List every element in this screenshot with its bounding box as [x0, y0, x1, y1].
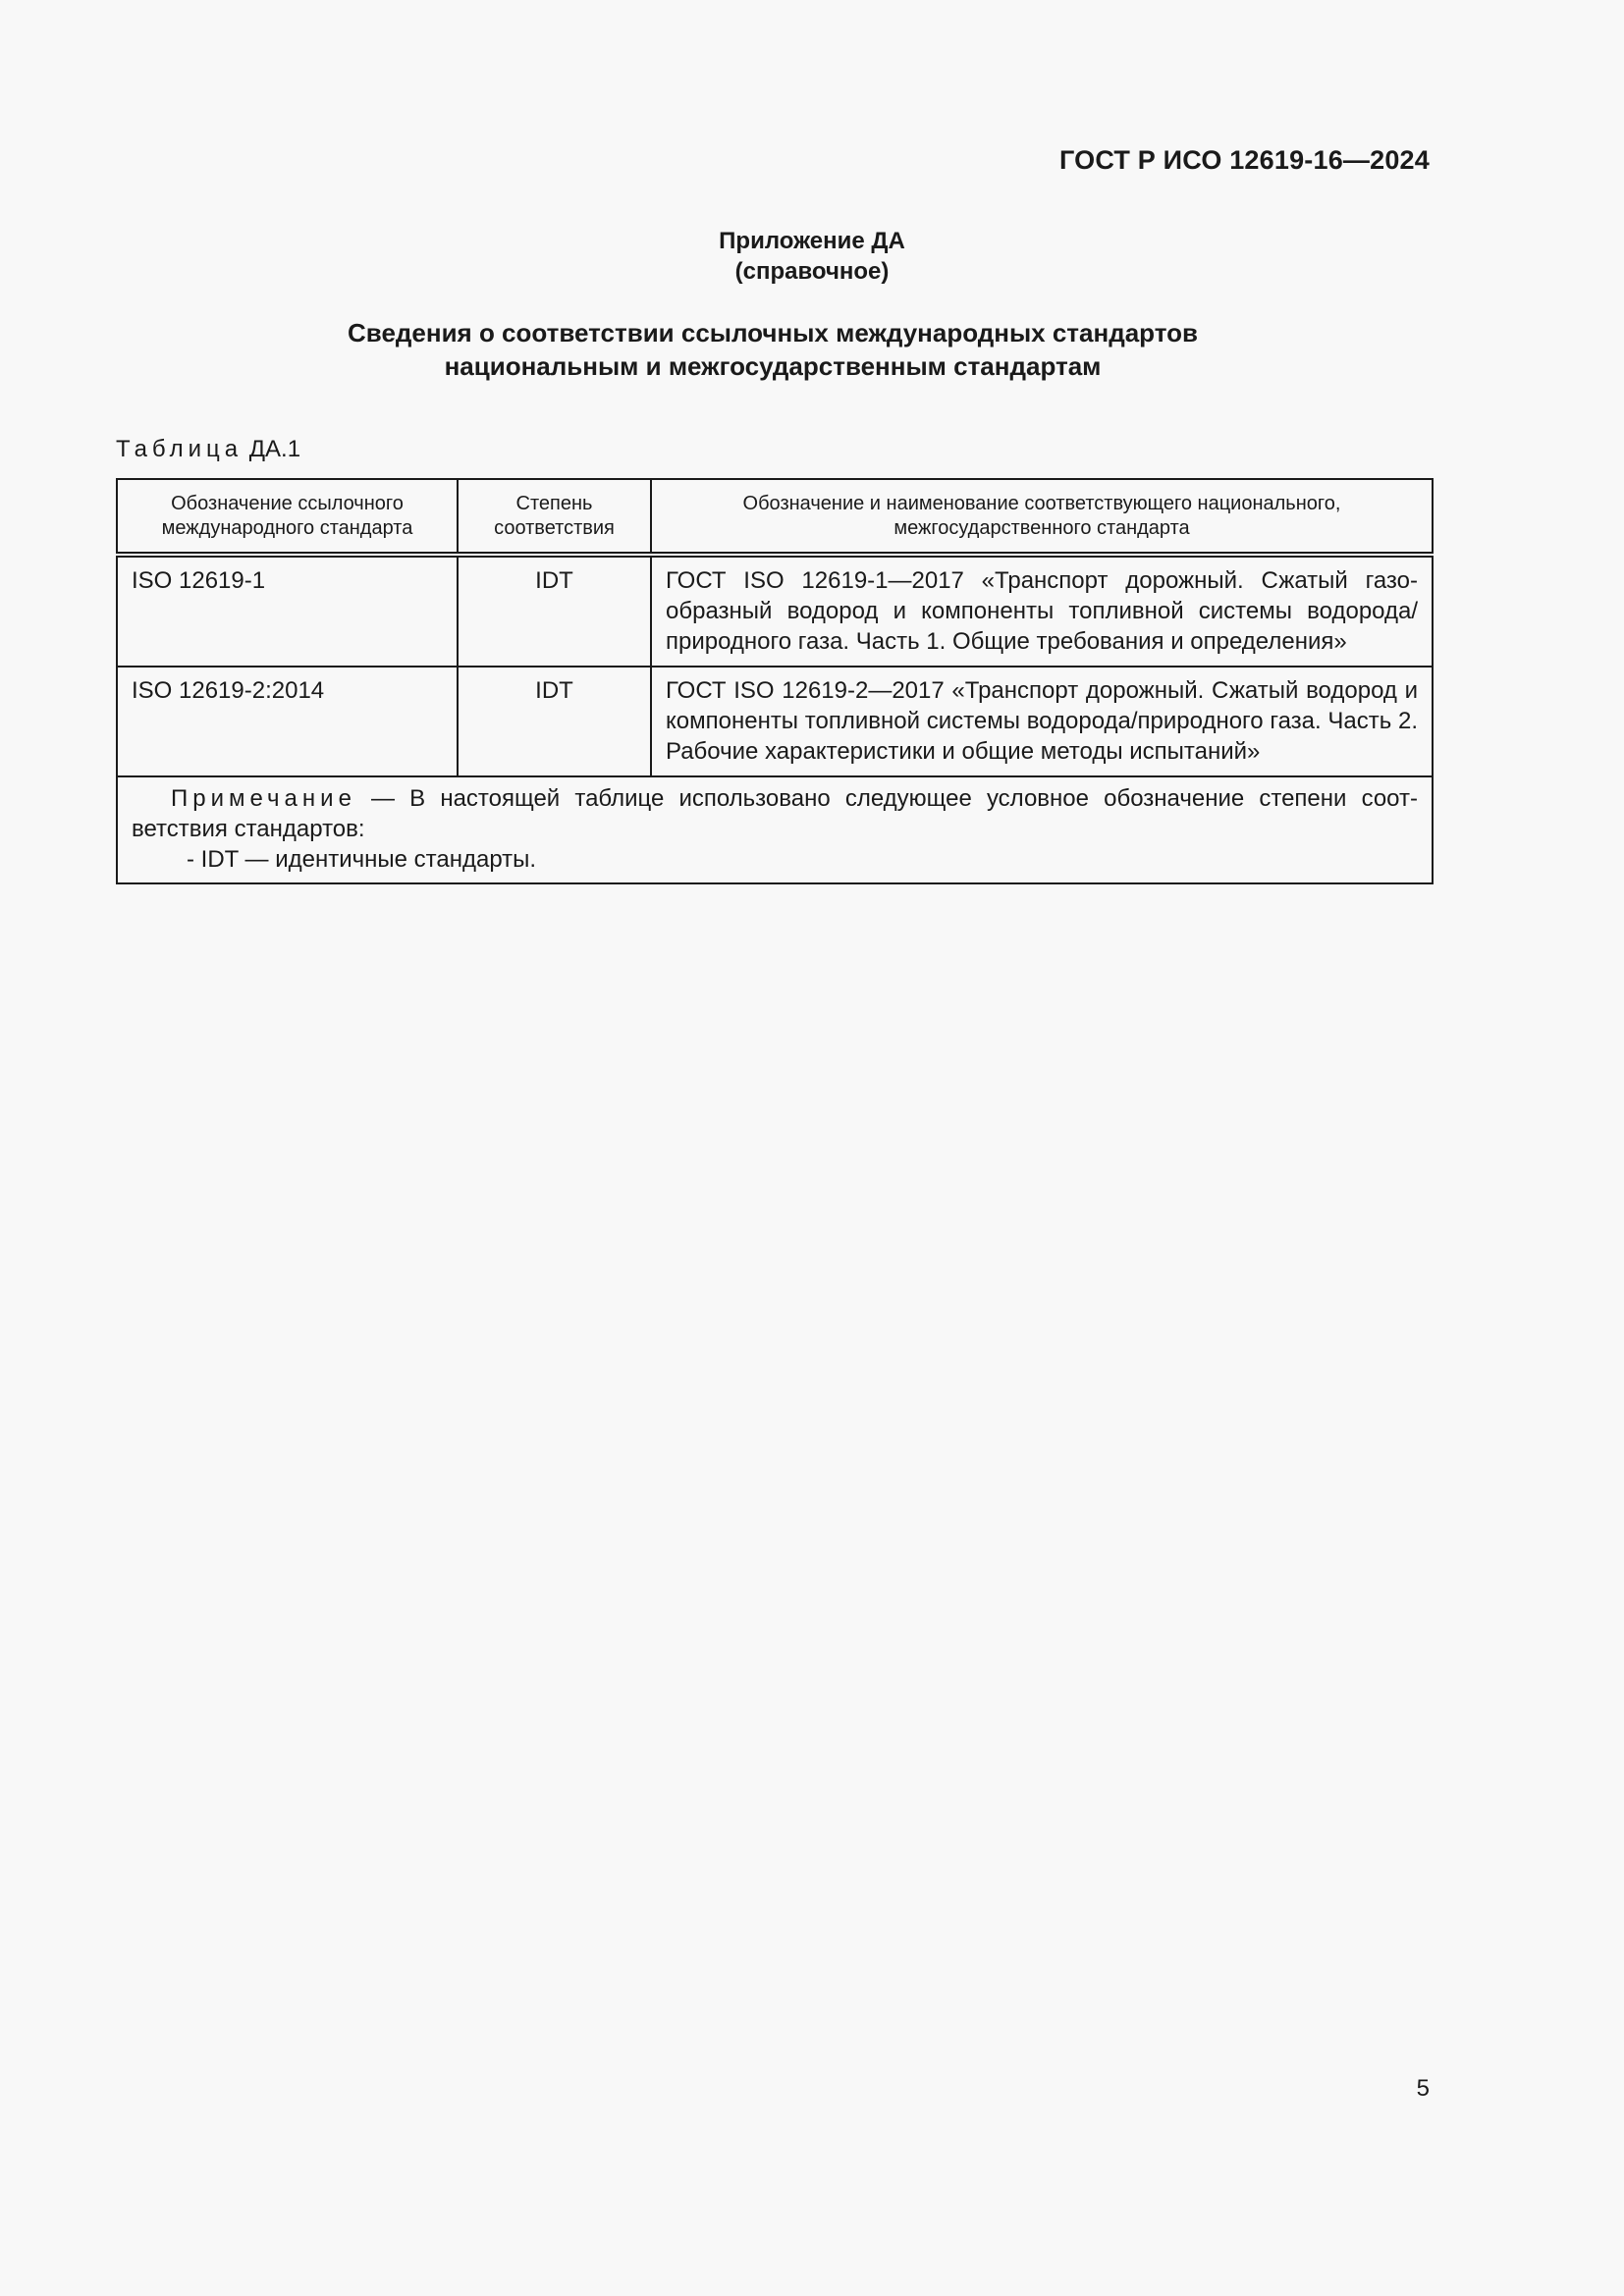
- section-title-line-2: национальным и межгосударственным стандартам: [444, 351, 1102, 381]
- table-caption: [116, 436, 300, 463]
- table-row: [117, 667, 1433, 776]
- cell-degree: IDT: [458, 667, 651, 776]
- cell-national-standard: ГОСТ ISO 12619-1—2017 «Транспорт дорожный. Сжатый газообразный водород и компоненты топливной системы водорода/природного газа. Часть 1. Общие требования и определения»: [651, 555, 1433, 667]
- cell-national-standard: ГОСТ ISO 12619-2—2017 «Транспорт дорожный. Сжатый водород и компоненты топливной системы водорода/природного газа. Часть 2. Рабочие характеристики и общие методы испытаний»: [651, 667, 1433, 776]
- table-note: [117, 776, 1433, 883]
- correspondence-table: [116, 478, 1434, 884]
- note-text: — В настоящей таблице использовано следующее условное обозначение степени соответствия стандартов:: [132, 785, 1418, 842]
- page-number: 5: [1416, 2075, 1430, 2102]
- annex-title: Приложение ДА: [719, 228, 905, 254]
- document-code: ГОСТ Р ИСО 12619-16—2024: [1059, 145, 1430, 175]
- section-title-line-1: Сведения о соответствии ссылочных международных стандартов: [348, 318, 1198, 347]
- header-national-standard: Обозначение и наименование соответствующего национального, межгосударственного стандарта: [651, 479, 1433, 555]
- header-degree-of-correspondence: Степень соответствия: [458, 479, 651, 555]
- table-caption-number: ДА.1: [248, 436, 301, 462]
- table-caption-label: Таблица: [116, 436, 244, 462]
- cell-reference-standard: ISO 12619-1: [117, 555, 458, 667]
- table-note-row: [117, 776, 1433, 883]
- table-header-row: [117, 479, 1433, 555]
- cell-degree: IDT: [458, 555, 651, 667]
- table-row: [117, 555, 1433, 667]
- section-title: [0, 316, 1545, 383]
- note-label: Примечание: [171, 785, 356, 812]
- note-paragraph: [132, 783, 1418, 844]
- annex-subtitle: (справочное): [734, 258, 890, 285]
- annex-heading: [0, 226, 1624, 287]
- note-list-item: - IDT — идентичные стандарты.: [187, 846, 537, 873]
- header-reference-standard: Обозначение ссылочного международного стандарта: [117, 479, 458, 555]
- cell-reference-standard: ISO 12619-2:2014: [117, 667, 458, 776]
